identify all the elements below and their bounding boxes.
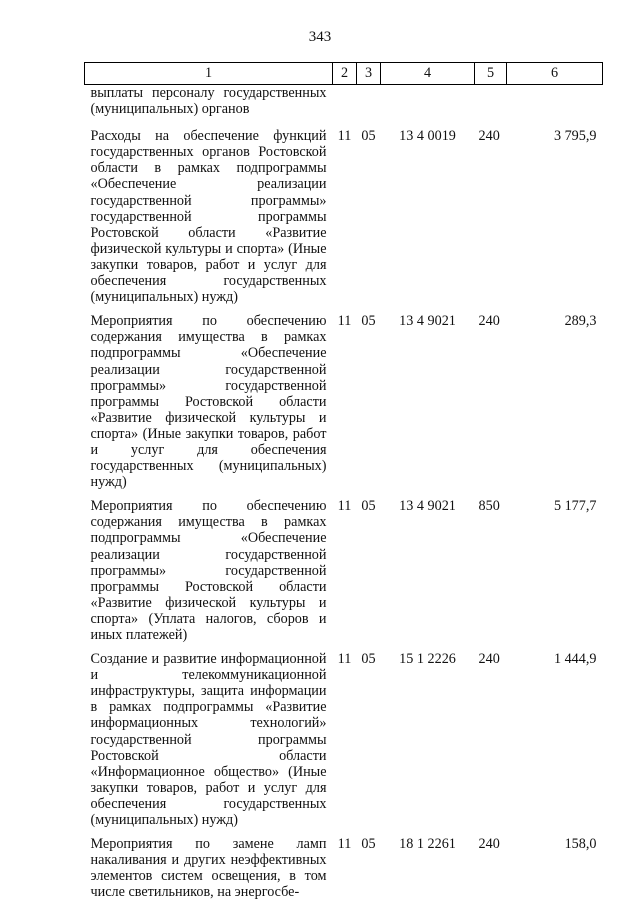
row-expense-type: 240: [478, 651, 500, 668]
row-subsection: 05: [361, 836, 376, 853]
row-target-code: 15 1 2226: [399, 651, 456, 668]
header-col-6: 6: [507, 63, 603, 85]
row-target-code: 13 4 9021: [399, 313, 456, 330]
header-col-4: 4: [381, 63, 475, 85]
row-description: Мероприятия по обеспечению содержания имущества в рамках подпрограммы «Обеспечение реализации государственной программы» государственной программы Ростовской области «Развитие физической культуры и спорта» (Уплата налогов, сборов и иных платежей): [90, 498, 327, 643]
row-expense-type: 240: [478, 128, 500, 145]
row-section: 11: [337, 128, 352, 145]
table-body: [85, 85, 603, 909]
table-row: [85, 836, 603, 908]
continuation-row: [85, 85, 603, 129]
row-subsection: 05: [361, 651, 376, 668]
row-description: Создание и развитие информационной и телекоммуникационной инфраструктуры, защита информации в рамках подпрограммы «Развитие информационных технологий» государственной программы Ростовской области «Информационное общество» (Иные закупки товаров, работ и услуг для обеспечения государственных (муниципальных) нужд): [90, 651, 327, 829]
row-amount: 1 444,9: [553, 651, 597, 668]
row-subsection: 05: [361, 128, 376, 145]
table-row: [85, 651, 603, 836]
header-col-2: 2: [333, 63, 357, 85]
table-row: [85, 313, 603, 498]
budget-table: [84, 62, 603, 909]
row-amount: 158,0: [564, 836, 597, 853]
row-section: 11: [337, 651, 352, 668]
row-section: 11: [337, 313, 352, 330]
row-target-code: 13 4 0019: [399, 128, 456, 145]
page-number: 343: [308, 29, 332, 45]
header-col-1: 1: [85, 63, 333, 85]
header-col-5: 5: [475, 63, 507, 85]
row-target-code: 18 1 2261: [399, 836, 456, 853]
row-amount: 5 177,7: [553, 498, 597, 515]
row-amount: 3 795,9: [553, 128, 597, 145]
table-row: [85, 128, 603, 313]
row-subsection: 05: [361, 498, 376, 515]
row-section: 11: [337, 498, 352, 515]
row-target-code: 13 4 9021: [399, 498, 456, 515]
table-row: [85, 498, 603, 651]
row-description: Мероприятия по замене ламп накаливания и других неэффективных элементов систем освещения, в том числе светильников, на энергосбе-: [90, 836, 327, 901]
table-header: [85, 63, 603, 85]
row-amount: 289,3: [564, 313, 597, 330]
row-description: Мероприятия по обеспечению содержания имущества в рамках подпрограммы «Обеспечение реализации государственной программы» государственной программы Ростовской области «Развитие физической культуры и спорта» (Иные закупки товаров, работ и услуг для обеспечения государственных (муниципальных) нужд): [90, 313, 327, 491]
header-row: [85, 63, 603, 85]
row-expense-type: 240: [478, 313, 500, 330]
row-expense-type: 850: [478, 498, 500, 515]
continuation-description: выплаты персоналу государственных (муниципальных) органов: [90, 85, 327, 118]
header-col-3: 3: [357, 63, 381, 85]
row-subsection: 05: [361, 313, 376, 330]
row-expense-type: 240: [478, 836, 500, 853]
row-section: 11: [337, 836, 352, 853]
row-description: Расходы на обеспечение функций государственных органов Ростовской области в рамках подпрограммы «Обеспечение реализации государственной программы» государственной программы Ростовской области «Развитие физической культуры и спорта» (Иные закупки товаров, работ и услуг для обеспечения государственных (муниципальных) нужд): [90, 128, 327, 306]
